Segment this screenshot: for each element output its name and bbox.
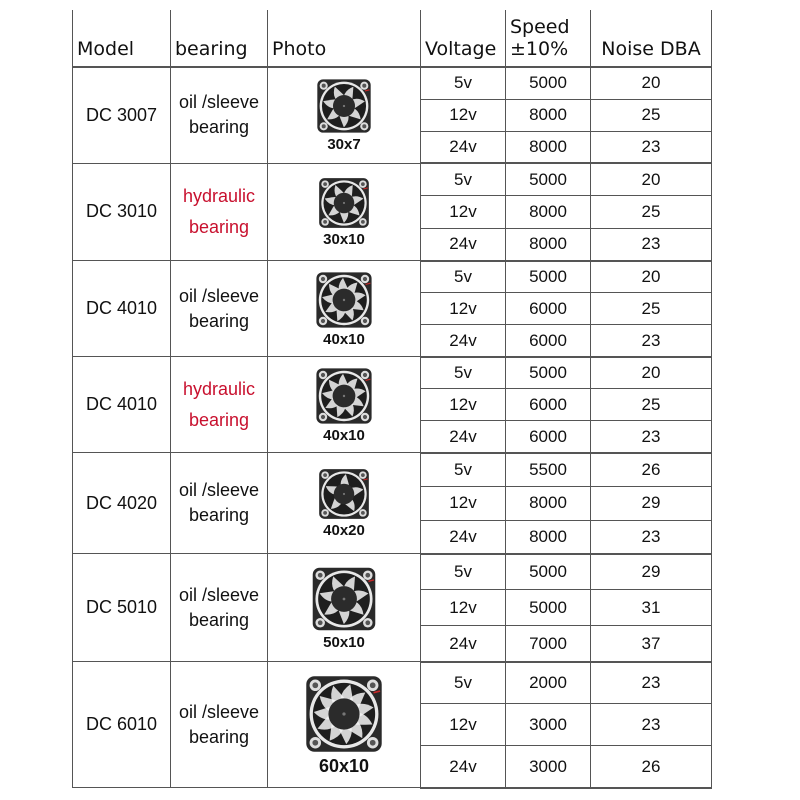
noise-cell: 20: [591, 163, 712, 196]
speed-cell: 8000: [506, 228, 591, 261]
fan-size-label: 30x7: [327, 136, 361, 154]
noise-cell: 20: [591, 261, 712, 293]
header-row: [73, 10, 712, 67]
table-row: [73, 357, 712, 389]
fan-photo: [268, 176, 420, 248]
speed-cell: 2000: [506, 662, 591, 704]
photo-cell: [268, 67, 421, 163]
table-row: [73, 662, 712, 704]
speed-cell: 6000: [506, 389, 591, 421]
fan-size-label: 40x20: [323, 522, 365, 540]
fan-icon: [314, 366, 374, 426]
fan-icon: [317, 467, 371, 521]
noise-cell: 23: [591, 421, 712, 453]
speed-cell: 5000: [506, 554, 591, 590]
header-speed-tolerance: ±10%: [510, 38, 569, 60]
bearing-word-text: bearing: [188, 310, 250, 331]
speed-cell: 5000: [506, 590, 591, 626]
voltage-cell: 24v: [421, 421, 506, 453]
voltage-cell: 12v: [421, 590, 506, 626]
noise-cell: 29: [591, 554, 712, 590]
noise-cell: 26: [591, 746, 712, 788]
speed-cell: 5000: [506, 261, 591, 293]
bearing-word-text: bearing: [188, 117, 250, 138]
model-cell: DC 6010: [73, 662, 171, 788]
bearing-type-text: oil /sleeve: [178, 480, 260, 501]
speed-cell: 5000: [506, 357, 591, 389]
photo-cell: [268, 357, 421, 453]
noise-cell: 25: [591, 196, 712, 229]
bearing-cell: [171, 163, 268, 261]
voltage-cell: 5v: [421, 453, 506, 487]
photo-cell: [268, 554, 421, 662]
fan-icon: [317, 176, 371, 230]
photo-cell: [268, 261, 421, 357]
speed-cell: 8000: [506, 99, 591, 131]
bearing-type-text: oil /sleeve: [178, 701, 260, 722]
noise-cell: 20: [591, 357, 712, 389]
noise-cell: 31: [591, 590, 712, 626]
noise-cell: 25: [591, 293, 712, 325]
table-row: [73, 261, 712, 293]
fan-icon: [315, 77, 373, 135]
fan-size-label: 60x10: [318, 755, 370, 776]
noise-cell: 23: [591, 662, 712, 704]
noise-cell: 25: [591, 99, 712, 131]
model-cell: DC 3007: [73, 67, 171, 163]
bearing-word-text: bearing: [188, 726, 250, 747]
bearing-cell: [171, 261, 268, 357]
noise-cell: 37: [591, 626, 712, 662]
header-voltage: Voltage: [421, 10, 506, 67]
bearing-word-text: bearing: [188, 609, 250, 630]
voltage-cell: 5v: [421, 357, 506, 389]
fan-photo: [268, 565, 420, 651]
table-row: [73, 67, 712, 99]
voltage-cell: 24v: [421, 746, 506, 788]
bearing-cell: [171, 357, 268, 453]
model-cell: DC 4020: [73, 453, 171, 554]
speed-cell: 6000: [506, 325, 591, 357]
photo-cell: [268, 163, 421, 261]
noise-cell: 26: [591, 453, 712, 487]
voltage-cell: 24v: [421, 325, 506, 357]
table-row: [73, 453, 712, 487]
bearing-type-text: hydraulic: [182, 378, 256, 399]
voltage-cell: 5v: [421, 163, 506, 196]
model-cell: DC 4010: [73, 357, 171, 453]
fan-photo: [268, 366, 420, 444]
voltage-cell: 12v: [421, 99, 506, 131]
bearing-type-text: oil /sleeve: [178, 584, 260, 605]
header-model: Model: [73, 10, 171, 67]
noise-cell: 20: [591, 67, 712, 99]
bearing-type-text: oil /sleeve: [178, 92, 260, 113]
speed-cell: 3000: [506, 704, 591, 746]
noise-cell: 23: [591, 131, 712, 163]
voltage-cell: 5v: [421, 67, 506, 99]
fan-photo: [268, 467, 420, 539]
fan-spec-table: [72, 10, 712, 789]
voltage-cell: 12v: [421, 293, 506, 325]
speed-cell: 8000: [506, 196, 591, 229]
voltage-cell: 24v: [421, 520, 506, 554]
bearing-cell: [171, 67, 268, 163]
bearing-word-text: bearing: [188, 409, 250, 430]
fan-photo: [268, 270, 420, 348]
table-row: [73, 163, 712, 196]
bearing-cell: [171, 662, 268, 788]
bearing-type-text: oil /sleeve: [178, 285, 260, 306]
model-cell: DC 3010: [73, 163, 171, 261]
noise-cell: 23: [591, 325, 712, 357]
voltage-cell: 5v: [421, 662, 506, 704]
header-speed: [506, 10, 591, 67]
bearing-type-text: hydraulic: [182, 185, 256, 206]
fan-icon: [303, 673, 385, 755]
speed-cell: 7000: [506, 626, 591, 662]
speed-cell: 6000: [506, 421, 591, 453]
header-noise: Noise DBA: [591, 10, 712, 67]
header-photo: Photo: [268, 10, 421, 67]
voltage-cell: 12v: [421, 704, 506, 746]
voltage-cell: 12v: [421, 487, 506, 521]
speed-cell: 8000: [506, 131, 591, 163]
noise-cell: 25: [591, 389, 712, 421]
noise-cell: 23: [591, 520, 712, 554]
speed-cell: 5500: [506, 453, 591, 487]
speed-cell: 3000: [506, 746, 591, 788]
bearing-word-text: bearing: [188, 505, 250, 526]
fan-size-label: 50x10: [323, 633, 365, 651]
fan-size-label: 40x10: [323, 330, 365, 348]
speed-cell: 8000: [506, 487, 591, 521]
fan-size-label: 30x10: [323, 230, 365, 248]
bearing-word-text: bearing: [188, 216, 250, 237]
voltage-cell: 12v: [421, 196, 506, 229]
voltage-cell: 5v: [421, 261, 506, 293]
noise-cell: 29: [591, 487, 712, 521]
header-speed-line1: Speed: [510, 16, 570, 38]
voltage-cell: 5v: [421, 554, 506, 590]
voltage-cell: 24v: [421, 131, 506, 163]
table-row: [73, 554, 712, 590]
fan-icon: [310, 565, 378, 633]
fan-icon: [314, 270, 374, 330]
speed-cell: 8000: [506, 520, 591, 554]
noise-cell: 23: [591, 704, 712, 746]
model-cell: DC 4010: [73, 261, 171, 357]
fan-size-label: 40x10: [323, 426, 365, 444]
voltage-cell: 12v: [421, 389, 506, 421]
bearing-cell: [171, 554, 268, 662]
photo-cell: [268, 453, 421, 554]
speed-cell: 6000: [506, 293, 591, 325]
fan-photo: [268, 673, 420, 777]
header-bearing: bearing: [171, 10, 268, 67]
model-cell: DC 5010: [73, 554, 171, 662]
voltage-cell: 24v: [421, 626, 506, 662]
speed-cell: 5000: [506, 163, 591, 196]
photo-cell: [268, 662, 421, 788]
bearing-cell: [171, 453, 268, 554]
speed-cell: 5000: [506, 67, 591, 99]
fan-photo: [268, 77, 420, 153]
noise-cell: 23: [591, 228, 712, 261]
voltage-cell: 24v: [421, 228, 506, 261]
